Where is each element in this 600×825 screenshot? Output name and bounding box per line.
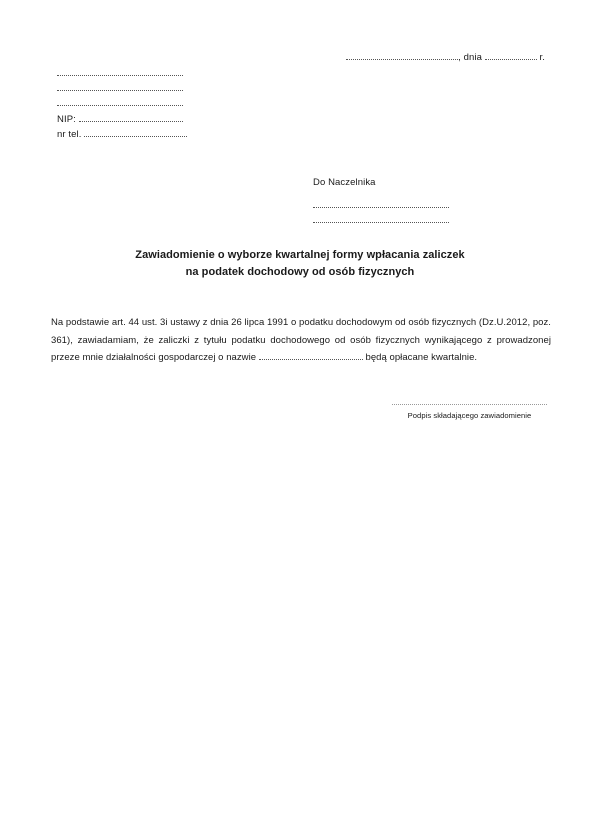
signature-area (392, 404, 547, 421)
signature-caption: Podpis składającego zawiadomienie (407, 411, 532, 420)
signature-rule[interactable] (392, 404, 547, 405)
sender-address-row (57, 81, 187, 96)
sender-name-row (57, 66, 187, 81)
date-separator-label: , dnia (458, 52, 483, 63)
sender-city-row (57, 96, 187, 111)
nip-label: NIP: (57, 113, 76, 125)
addressee-heading: Do Naczelnika (313, 177, 376, 188)
phone-row (57, 127, 187, 142)
declaration-paragraph (51, 314, 551, 367)
addressee-blank-field-2[interactable] (313, 216, 449, 223)
page-title-line-2: na podatek dochodowy od osób fizycznych (185, 266, 415, 278)
addressee-block (313, 175, 449, 229)
sender-identification-block (57, 66, 187, 142)
phone-label: nr tel. (57, 128, 82, 140)
nip-row (57, 112, 187, 127)
page-title (0, 247, 600, 281)
declaration-text-part-1: Na podstawie art. 44 ust. 3i ustawy z dnia 26 lipca 1991 o podatku dochodowym od osób fizycznych (Dz.U.2012, poz. 361), zawiadamiam, że zaliczki z tytułu podatku dochodowego od osób fizycznych wynikającego z prowadzonej przeze mnie działalności gospodarczej o nazwie (51, 317, 551, 364)
place-blank-field[interactable] (346, 53, 458, 60)
sender-address-blank-field[interactable] (57, 84, 183, 91)
phone-blank-field[interactable] (84, 130, 187, 137)
addressee-blank-field-1[interactable] (313, 201, 449, 208)
addressee-office-row-1 (313, 198, 449, 214)
sender-name-blank-field[interactable] (57, 69, 183, 76)
business-name-blank-field[interactable] (259, 353, 363, 360)
declaration-text-part-2: będą opłacane kwartalnie. (365, 352, 478, 364)
year-suffix-label: r. (539, 52, 545, 63)
date-blank-field[interactable] (485, 53, 537, 60)
sender-city-blank-field[interactable] (57, 100, 183, 107)
page-title-line-1: Zawiadomienie o wyborze kwartalnej formy wpłacania zaliczek (135, 249, 465, 261)
place-and-date-line (346, 52, 545, 63)
addressee-office-row-2 (313, 213, 449, 229)
nip-blank-field[interactable] (79, 115, 183, 122)
